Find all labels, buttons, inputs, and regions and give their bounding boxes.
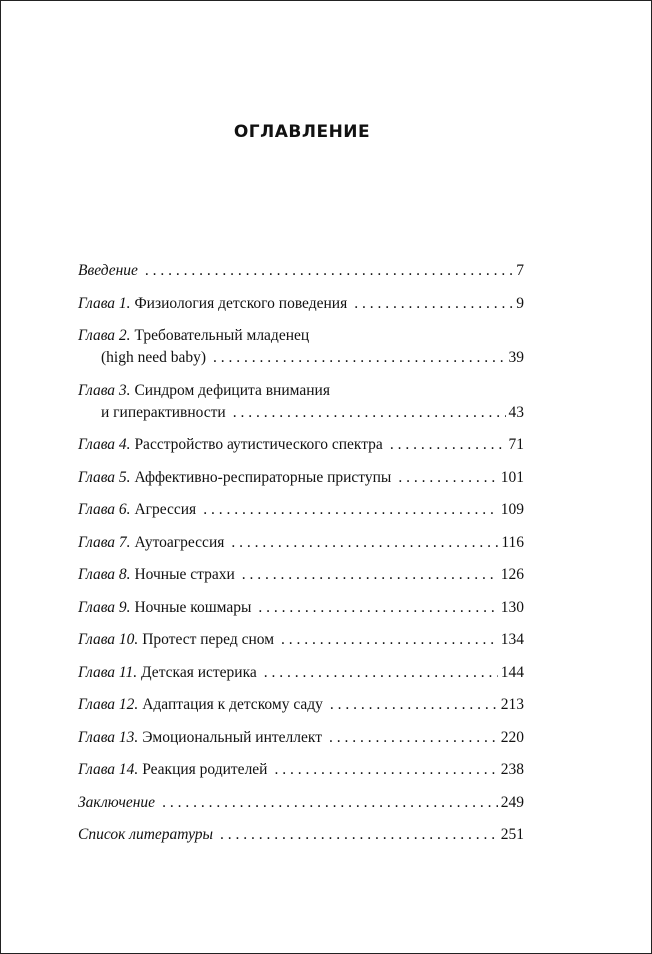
dot-leader	[233, 402, 506, 424]
dot-leader	[390, 434, 506, 456]
toc-page-number: 130	[500, 598, 524, 616]
toc-page-number: 101	[500, 468, 524, 486]
chapter-label: Глава 6.	[78, 501, 131, 518]
dot-leader	[258, 597, 497, 619]
chapter-title: Эмоциональный интеллект	[142, 728, 323, 746]
toc-entry-chapter-13	[78, 727, 524, 749]
toc-entry-chapter-3	[78, 380, 524, 424]
toc-entry-chapter-14	[78, 759, 524, 781]
toc-page-number: 43	[508, 403, 524, 421]
chapter-label: Глава 3.	[78, 381, 131, 399]
toc-entry-label: Заключение	[78, 793, 156, 811]
dot-leader	[329, 727, 498, 749]
chapter-label: Глава 2.	[78, 327, 131, 344]
toc-entry-label: Список литературы	[78, 826, 214, 843]
toc-page-number: 220	[500, 728, 524, 746]
dot-leader	[242, 564, 498, 586]
table-of-contents	[78, 260, 524, 857]
toc-entry-conclusion	[78, 792, 524, 814]
chapter-label: Глава 7.	[78, 533, 131, 551]
chapter-label: Глава 11.	[78, 663, 138, 681]
toc-entry-chapter-4	[78, 434, 524, 456]
toc-entry-chapter-1	[78, 293, 524, 315]
toc-entry-chapter-9	[78, 597, 524, 619]
dot-leader	[330, 694, 498, 716]
dot-leader	[231, 532, 498, 554]
toc-entry-chapter-5	[78, 467, 524, 489]
toc-page-number: 39	[508, 349, 524, 366]
chapter-label: Глава 9.	[78, 598, 131, 616]
toc-page-number: 134	[500, 631, 524, 648]
toc-entry-chapter-2	[78, 325, 524, 369]
chapter-title: Адаптация к детскому саду	[142, 696, 323, 713]
chapter-title: Синдром дефицита внимания	[134, 381, 330, 399]
chapter-title: Аутоагрессия	[134, 533, 225, 551]
chapter-title-continuation: и гиперактивности	[101, 403, 226, 421]
chapter-label: Глава 1.	[78, 294, 131, 312]
toc-entry-introduction	[78, 260, 524, 282]
chapter-title: Детская истерика	[141, 663, 257, 681]
chapter-label: Глава 5.	[78, 468, 131, 486]
chapter-title: Реакция родителей	[142, 761, 268, 778]
dot-leader	[162, 792, 498, 814]
dot-leader	[264, 662, 498, 684]
chapter-label: Глава 12.	[78, 696, 139, 713]
dot-leader	[203, 499, 498, 521]
toc-entry-chapter-10	[78, 629, 524, 651]
toc-page-number: 109	[500, 501, 524, 518]
dot-leader	[145, 260, 513, 282]
toc-page-number: 116	[501, 533, 524, 551]
chapter-title: Ночные страхи	[134, 566, 235, 583]
chapter-label: Глава 8.	[78, 566, 131, 583]
chapter-label: Глава 10.	[78, 631, 139, 648]
chapter-label: Глава 4.	[78, 436, 131, 453]
toc-entry-chapter-6	[78, 499, 524, 521]
chapter-title: Агрессия	[134, 501, 197, 518]
toc-page-number: 7	[516, 262, 524, 279]
chapter-title: Требовательный младенец	[134, 327, 310, 344]
chapter-title: Расстройство аутистического спектра	[134, 436, 383, 453]
chapter-title: Ночные кошмары	[134, 598, 252, 616]
toc-page-number: 249	[500, 793, 524, 811]
toc-entry-chapter-11	[78, 662, 524, 684]
page-title: ОГЛАВЛЕНИЕ	[233, 122, 371, 142]
dot-leader	[281, 629, 498, 651]
toc-entry-chapter-8	[78, 564, 524, 586]
chapter-label: Глава 13.	[78, 728, 139, 746]
dot-leader	[398, 467, 497, 489]
toc-page-number: 9	[516, 294, 524, 312]
toc-entry-label: Введение	[78, 262, 138, 279]
dot-leader	[213, 347, 505, 369]
toc-entry-bibliography	[78, 824, 524, 846]
dot-leader	[274, 759, 497, 781]
toc-entry-chapter-7	[78, 532, 524, 554]
toc-page-number: 238	[500, 761, 524, 778]
dot-leader	[220, 824, 498, 846]
chapter-title-continuation: (high need baby)	[101, 349, 207, 366]
chapter-title: Аффективно-респираторные приступы	[134, 468, 392, 486]
toc-page-number: 126	[500, 566, 524, 583]
toc-page-number: 213	[500, 696, 524, 713]
toc-page-number: 144	[500, 663, 524, 681]
toc-page-number: 251	[500, 826, 524, 843]
toc-entry-chapter-12	[78, 694, 524, 716]
chapter-title: Протест перед сном	[142, 631, 275, 648]
dot-leader	[354, 293, 513, 315]
chapter-label: Глава 14.	[78, 761, 139, 778]
chapter-title: Физиология детского поведения	[134, 294, 348, 312]
toc-page-number: 71	[508, 436, 524, 453]
